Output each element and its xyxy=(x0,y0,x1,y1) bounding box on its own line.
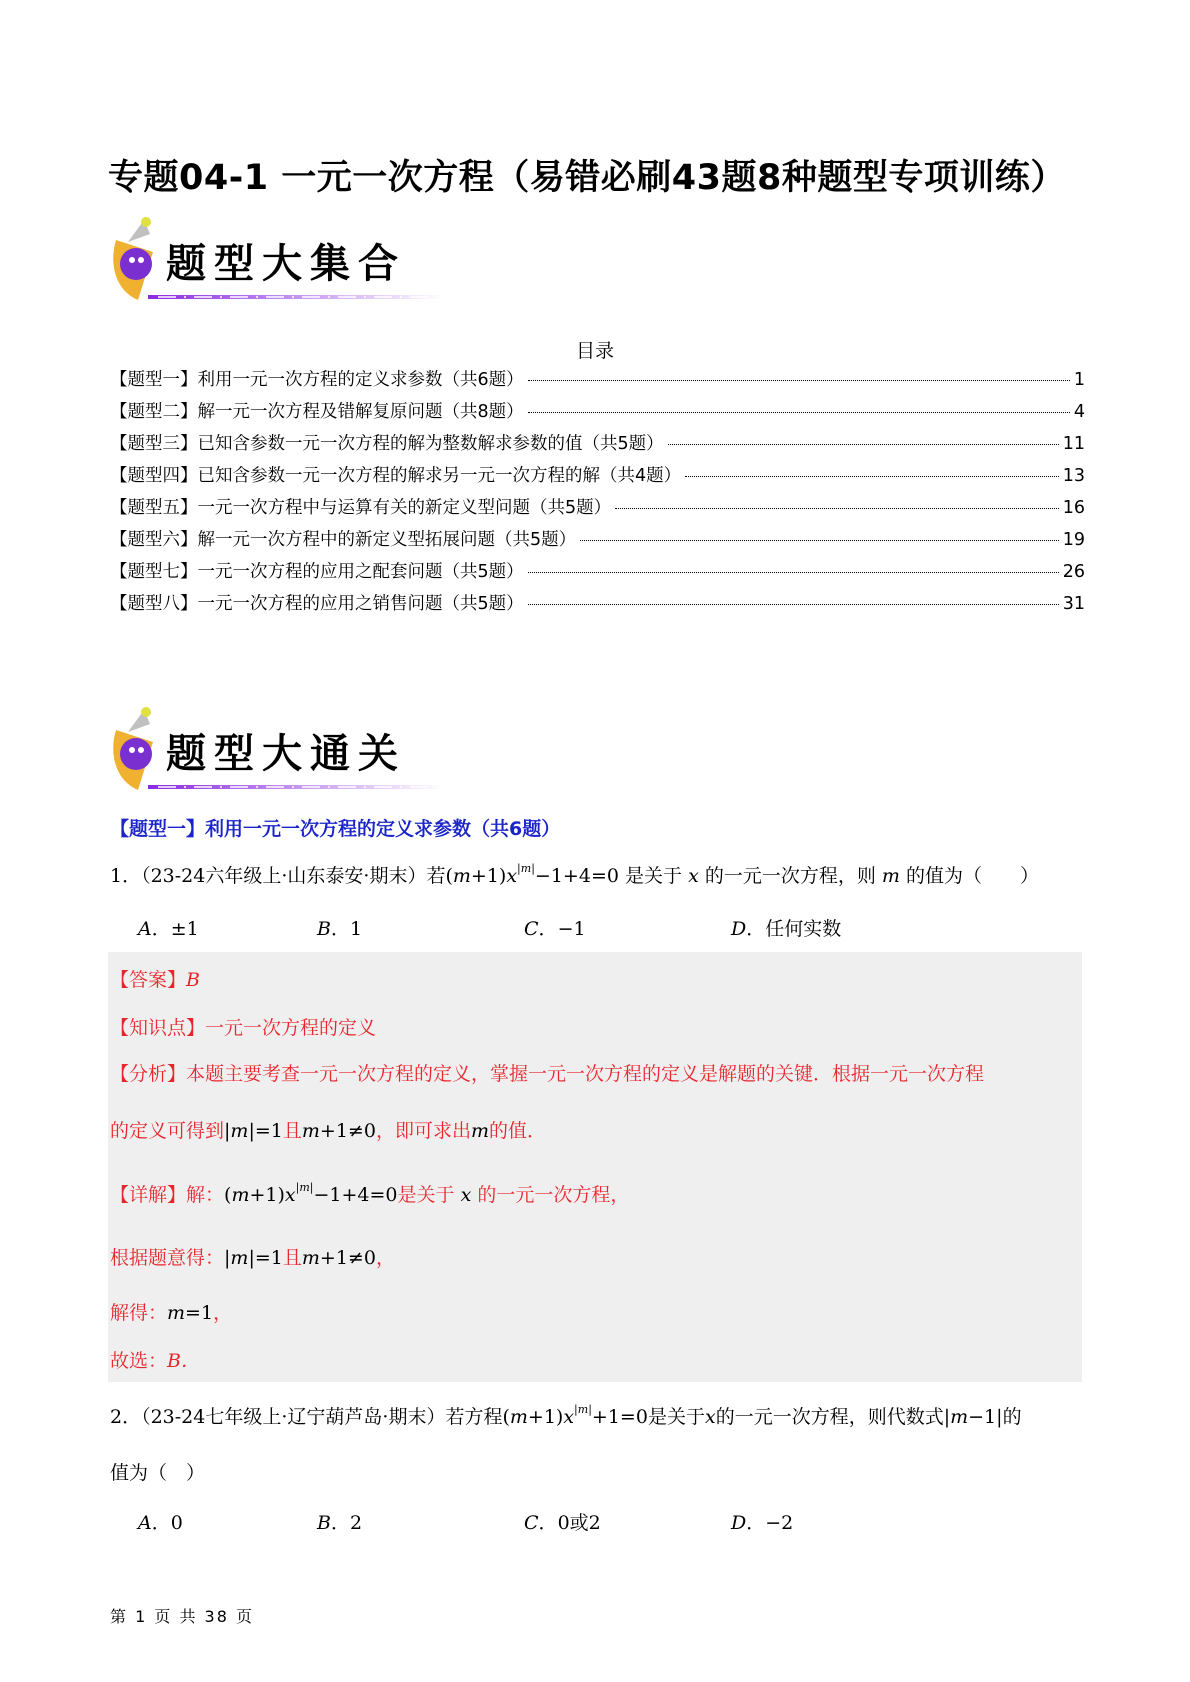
page-title: 专题04-1 一元一次方程（易错必刷43题8种题型专项训练） xyxy=(108,158,1066,198)
page-footer: 第 1 页 共 38 页 xyxy=(110,1607,254,1626)
toc-item[interactable] xyxy=(110,398,1085,430)
toc-item[interactable] xyxy=(110,430,1085,462)
analysis-line-2: 的定义可得到|m|=1且m+1≠0，即可求出m的值． xyxy=(110,1120,547,1142)
option-a[interactable]: A．±1 xyxy=(138,918,199,940)
option-c[interactable]: C．−1 xyxy=(524,918,586,940)
analysis-line-1: 【分析】本题主要考查一元一次方程的定义，掌握一元一次方程的定义是解题的关键．根据一元一次方程 xyxy=(110,1063,985,1085)
toc-item-page: 11 xyxy=(1062,434,1085,454)
toc-leader-dots xyxy=(528,604,1059,605)
toc-item-page: 31 xyxy=(1062,594,1085,614)
toc-item-page: 1 xyxy=(1073,370,1085,390)
toc-item[interactable] xyxy=(110,366,1085,398)
section-heading: 【题型一】利用一元一次方程的定义求参数（共6题） xyxy=(110,818,561,840)
question-text: 的值为（ ） xyxy=(905,865,1039,887)
knowledge-point: 【知识点】一元一次方程的定义 xyxy=(110,1017,377,1039)
option-a[interactable]: A．0 xyxy=(138,1512,183,1534)
detail-line-4: 故选：B． xyxy=(110,1350,200,1372)
banner-title: 题型大通关 xyxy=(166,730,406,777)
toc-leader-dots xyxy=(580,540,1059,541)
section-banner-practice xyxy=(108,702,448,802)
toc-leader-dots xyxy=(528,380,1070,381)
section-banner-collection xyxy=(108,212,448,312)
toc-item-page: 4 xyxy=(1073,402,1085,422)
option-d[interactable]: D．−2 xyxy=(731,1512,794,1534)
option-b[interactable]: B．1 xyxy=(317,918,363,940)
banner-title: 题型大集合 xyxy=(166,240,406,287)
toc-item-label: 【题型二】解一元一次方程及错解复原问题（共8题） xyxy=(110,402,524,422)
toc-item-label: 【题型七】一元一次方程的应用之配套问题（共5题） xyxy=(110,562,524,582)
toc-item[interactable] xyxy=(110,526,1085,558)
toc-item[interactable] xyxy=(110,494,1085,526)
toc-leader-dots xyxy=(528,412,1070,413)
toc-item-label: 【题型一】利用一元一次方程的定义求参数（共6题） xyxy=(110,370,524,390)
toc-leader-dots xyxy=(615,508,1059,509)
question-text: 的一元一次方程，则 xyxy=(704,865,876,887)
toc-item-label: 【题型八】一元一次方程的应用之销售问题（共5题） xyxy=(110,594,524,614)
option-c[interactable]: C．0或2 xyxy=(524,1512,601,1534)
toc-leader-dots xyxy=(528,572,1059,573)
toc-heading: 目录 xyxy=(575,340,614,362)
toc-leader-dots xyxy=(668,444,1059,445)
question-text: 是关于 xyxy=(625,865,683,887)
toc-item-label: 【题型四】已知含参数一元一次方程的解求另一元一次方程的解（共4题） xyxy=(110,466,682,486)
toc-item-label: 【题型五】一元一次方程中与运算有关的新定义型问题（共5题） xyxy=(110,498,612,518)
toc-item-page: 13 xyxy=(1062,466,1085,486)
toc-item-label: 【题型三】已知含参数一元一次方程的解为整数解求参数的值（共5题） xyxy=(110,434,664,454)
question-2: 2．（23-24七年级上·辽宁葫芦岛·期末）若方程$(m+1)x^{|m|}+1=0$是关于x的一元一次方程，则代数式|m−1|的 xyxy=(110,1403,1022,1428)
question-prefix: 1．（23-24六年级上·山东泰安·期末）若 xyxy=(110,865,446,887)
toc-item[interactable] xyxy=(110,590,1085,622)
toc-item-page: 16 xyxy=(1062,498,1085,518)
toc-item-page: 26 xyxy=(1062,562,1085,582)
toc-item[interactable] xyxy=(110,558,1085,590)
option-d[interactable]: D．任何实数 xyxy=(731,918,842,940)
toc-item[interactable] xyxy=(110,462,1085,494)
table-of-contents xyxy=(110,366,1085,622)
toc-item-page: 19 xyxy=(1062,530,1085,550)
detail-line-2: 根据题意得：|m|=1且m+1≠0， xyxy=(110,1247,395,1269)
detail-line-1: 【详解】解：$(m+1)x^{|m|}-1+4=0$是关于 x 的一元一次方程， xyxy=(110,1181,630,1206)
detail-line-3: 解得：m=1， xyxy=(110,1302,233,1324)
toc-item-label: 【题型六】解一元一次方程中的新定义型拓展问题（共5题） xyxy=(110,530,577,550)
toc-leader-dots xyxy=(685,476,1059,477)
equation: $(m+1)x^{|m|}-1+4=0$ xyxy=(445,862,619,887)
question-2-line-2: 值为（ ） xyxy=(110,1462,206,1484)
answer-line: 【答案】B xyxy=(110,969,200,991)
option-b[interactable]: B．2 xyxy=(317,1512,363,1534)
question-1: 1．（23-24六年级上·山东泰安·期末）若$(m+1)x^{|m|}-1+4=0$ 是关于 x 的一元一次方程，则 m 的值为（ ） xyxy=(110,862,1039,887)
